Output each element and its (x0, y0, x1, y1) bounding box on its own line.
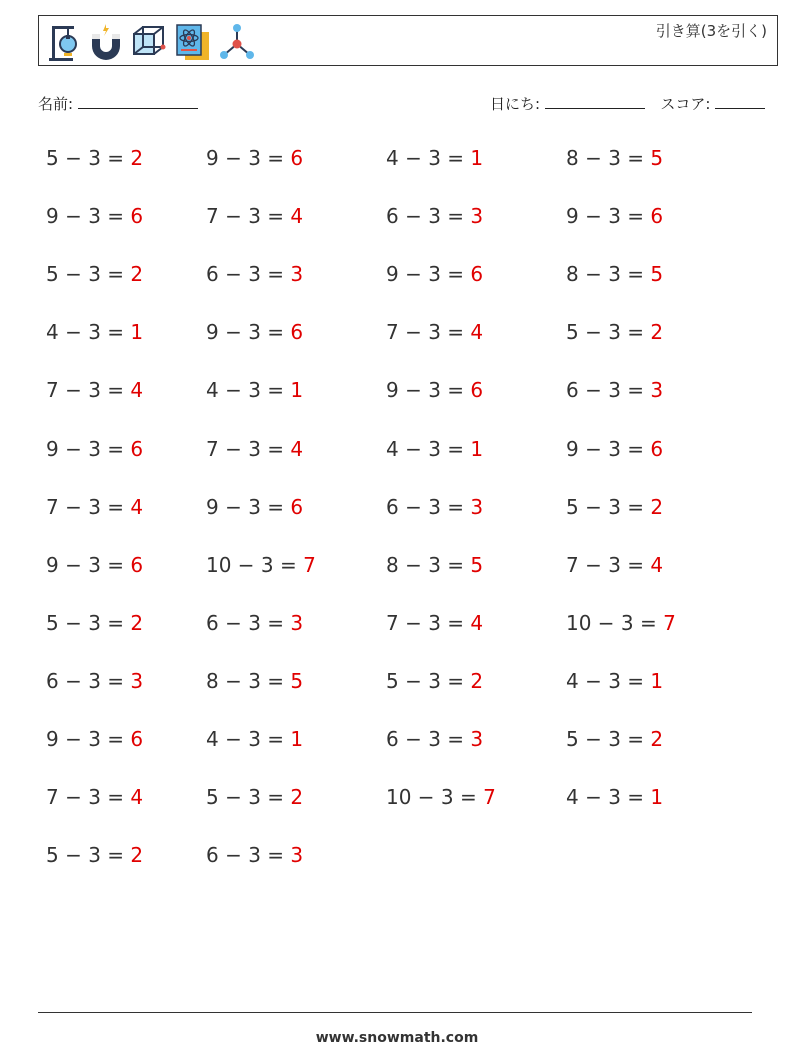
problem-item (566, 495, 663, 519)
problem-question: 7 − 3 = (386, 610, 465, 635)
magnet-icon (89, 22, 123, 62)
problem-item (46, 553, 143, 577)
score-line[interactable] (715, 94, 765, 109)
problem-answer: 6 (290, 146, 304, 170)
problem-answer: 1 (290, 378, 304, 403)
problem-item (386, 611, 483, 635)
problem-question: 7 − 3 = (206, 204, 285, 229)
problem-item (566, 146, 663, 170)
problem-answer: 1 (470, 436, 484, 461)
score-label: スコア: (660, 95, 711, 113)
problem-item (386, 437, 483, 461)
date-label: 日にち: (490, 95, 541, 113)
problem-item (386, 495, 483, 519)
problem-item (206, 785, 303, 809)
problem-answer: 5 (290, 668, 304, 693)
problem-question: 9 − 3 = (46, 204, 125, 229)
problem-item (386, 669, 483, 693)
problem-question: 6 − 3 = (206, 262, 285, 287)
problem-question: 7 − 3 = (46, 378, 125, 403)
date-score-fields (490, 93, 765, 114)
problem-answer: 6 (130, 204, 144, 229)
problem-question: 5 − 3 = (566, 320, 645, 345)
problem-item (46, 669, 143, 693)
lab-stand-icon (47, 22, 81, 62)
problem-question: 5 − 3 = (206, 785, 285, 810)
problem-answer: 3 (470, 494, 484, 519)
problem-answer: 1 (470, 146, 484, 170)
problem-item (46, 727, 143, 751)
problem-answer: 3 (290, 610, 304, 635)
problem-question: 7 − 3 = (46, 494, 125, 519)
problem-item (206, 553, 316, 577)
problem-answer: 7 (303, 552, 316, 577)
cube-icon (131, 22, 167, 62)
problem-answer: 6 (650, 436, 664, 461)
problem-question: 9 − 3 = (46, 552, 125, 577)
problem-question: 10 − 3 = (386, 785, 477, 810)
problem-answer: 3 (290, 262, 304, 287)
problem-question: 8 − 3 = (566, 146, 645, 170)
problem-answer: 6 (130, 727, 144, 751)
problem-answer: 3 (470, 204, 484, 229)
problem-item (566, 320, 663, 344)
problem-answer: 3 (130, 668, 144, 693)
problem-answer: 4 (130, 785, 144, 810)
problem-question: 9 − 3 = (386, 262, 465, 287)
problem-answer: 6 (470, 378, 484, 403)
problem-question: 9 − 3 = (206, 494, 285, 519)
problem-item (46, 320, 143, 344)
problem-question: 8 − 3 = (386, 552, 465, 577)
problem-item (46, 611, 143, 635)
problem-question: 9 − 3 = (206, 320, 285, 345)
problem-answer: 7 (483, 785, 496, 810)
problem-question: 7 − 3 = (386, 320, 465, 345)
problem-answer: 1 (290, 727, 304, 751)
problem-answer: 1 (650, 668, 664, 693)
problem-answer: 2 (130, 610, 144, 635)
problem-item (46, 146, 143, 170)
problem-question: 6 − 3 = (206, 843, 285, 868)
problem-item (46, 843, 143, 867)
problem-question: 6 − 3 = (566, 378, 645, 403)
problem-answer: 6 (130, 436, 144, 461)
problem-question: 10 − 3 = (206, 552, 297, 577)
problem-question: 7 − 3 = (46, 785, 125, 810)
problem-item (206, 611, 303, 635)
name-label: 名前: (38, 95, 74, 113)
problem-question: 8 − 3 = (206, 668, 285, 693)
problem-answer: 4 (650, 552, 664, 577)
footer-url: www.snowmath.com (315, 1030, 479, 1046)
problem-answer: 2 (130, 843, 144, 868)
problem-answer: 4 (470, 320, 484, 345)
problem-answer: 2 (650, 320, 664, 345)
problem-answer: 6 (130, 552, 144, 577)
problem-question: 10 − 3 = (566, 610, 657, 635)
problem-question: 4 − 3 = (566, 668, 645, 693)
problem-item (566, 437, 663, 461)
worksheet-header (38, 15, 778, 66)
problem-item (566, 262, 663, 286)
problem-question: 5 − 3 = (566, 727, 645, 751)
problem-question: 6 − 3 = (386, 494, 465, 519)
problem-answer: 6 (290, 494, 304, 519)
problem-answer: 6 (470, 262, 484, 287)
problem-answer: 2 (650, 494, 664, 519)
problem-answer: 7 (663, 610, 676, 635)
problem-answer: 4 (470, 610, 484, 635)
problem-question: 6 − 3 = (206, 610, 285, 635)
date-line[interactable] (545, 94, 645, 109)
problem-item (46, 437, 143, 461)
problem-item (46, 378, 143, 402)
problem-answer: 4 (290, 436, 304, 461)
problem-question: 5 − 3 = (566, 494, 645, 519)
problem-question: 4 − 3 = (386, 146, 465, 170)
problem-item (46, 495, 143, 519)
problem-question: 9 − 3 = (46, 727, 125, 751)
problem-question: 7 − 3 = (206, 436, 285, 461)
problem-item (206, 320, 303, 344)
problem-item (566, 204, 663, 228)
problem-question: 9 − 3 = (566, 204, 645, 229)
problem-answer: 5 (650, 146, 664, 170)
problem-question: 5 − 3 = (46, 146, 125, 170)
problem-question: 5 − 3 = (386, 668, 465, 693)
problem-item (386, 727, 483, 751)
problem-answer: 5 (650, 262, 664, 287)
problem-answer: 4 (130, 378, 144, 403)
header-icons (47, 22, 255, 62)
problem-question: 6 − 3 = (46, 668, 125, 693)
problem-question: 4 − 3 = (386, 436, 465, 461)
problem-answer: 3 (290, 843, 304, 868)
problem-answer: 6 (290, 320, 304, 345)
problem-item (386, 785, 496, 809)
problem-item (206, 669, 303, 693)
problem-item (386, 320, 483, 344)
problem-answer: 1 (650, 785, 664, 810)
problem-question: 7 − 3 = (566, 552, 645, 577)
problem-question: 4 − 3 = (46, 320, 125, 345)
problem-item (46, 262, 143, 286)
worksheet-title: 引き算(3を引く) (655, 22, 767, 40)
problem-question: 9 − 3 = (46, 436, 125, 461)
problem-question: 4 − 3 = (206, 378, 285, 403)
problem-question: 6 − 3 = (386, 727, 465, 751)
problem-answer: 3 (650, 378, 664, 403)
problem-item (566, 785, 663, 809)
problem-item (566, 378, 663, 402)
problem-question: 9 − 3 = (386, 378, 465, 403)
problem-answer: 2 (650, 727, 664, 751)
problem-answer: 2 (290, 785, 304, 810)
problem-question: 4 − 3 = (206, 727, 285, 751)
problem-item (566, 553, 663, 577)
problem-question: 9 − 3 = (206, 146, 285, 170)
atom-book-icon (175, 22, 211, 62)
problem-answer: 4 (290, 204, 304, 229)
problem-item (206, 843, 303, 867)
problem-question: 9 − 3 = (566, 436, 645, 461)
problem-item (386, 146, 483, 170)
problem-item (206, 727, 303, 751)
problem-answer: 6 (650, 204, 664, 229)
problem-item (566, 727, 663, 751)
problem-item (206, 495, 303, 519)
problem-question: 4 − 3 = (566, 785, 645, 810)
problem-item (386, 204, 483, 228)
problem-item (386, 378, 483, 402)
molecule-icon (219, 22, 255, 62)
problem-question: 5 − 3 = (46, 843, 125, 868)
problem-item (206, 437, 303, 461)
problem-item (566, 669, 663, 693)
problem-item (566, 611, 676, 635)
problem-question: 8 − 3 = (566, 262, 645, 287)
problem-item (386, 553, 483, 577)
name-field (38, 93, 198, 114)
problem-answer: 4 (130, 494, 144, 519)
problem-item (46, 204, 143, 228)
problem-item (206, 204, 303, 228)
problem-answer: 2 (130, 146, 144, 170)
name-line[interactable] (78, 94, 198, 109)
problem-answer: 2 (470, 668, 484, 693)
footer-divider (38, 1012, 752, 1013)
problem-question: 5 − 3 = (46, 610, 125, 635)
problem-item (386, 262, 483, 286)
problem-answer: 1 (130, 320, 144, 345)
problem-question: 6 − 3 = (386, 204, 465, 229)
problem-question: 5 − 3 = (46, 262, 125, 287)
problem-item (206, 262, 303, 286)
problem-item (206, 378, 303, 402)
problem-answer: 5 (470, 552, 484, 577)
problem-answer: 2 (130, 262, 144, 287)
problem-item (206, 146, 303, 170)
problem-item (46, 785, 143, 809)
problem-answer: 3 (470, 727, 484, 751)
